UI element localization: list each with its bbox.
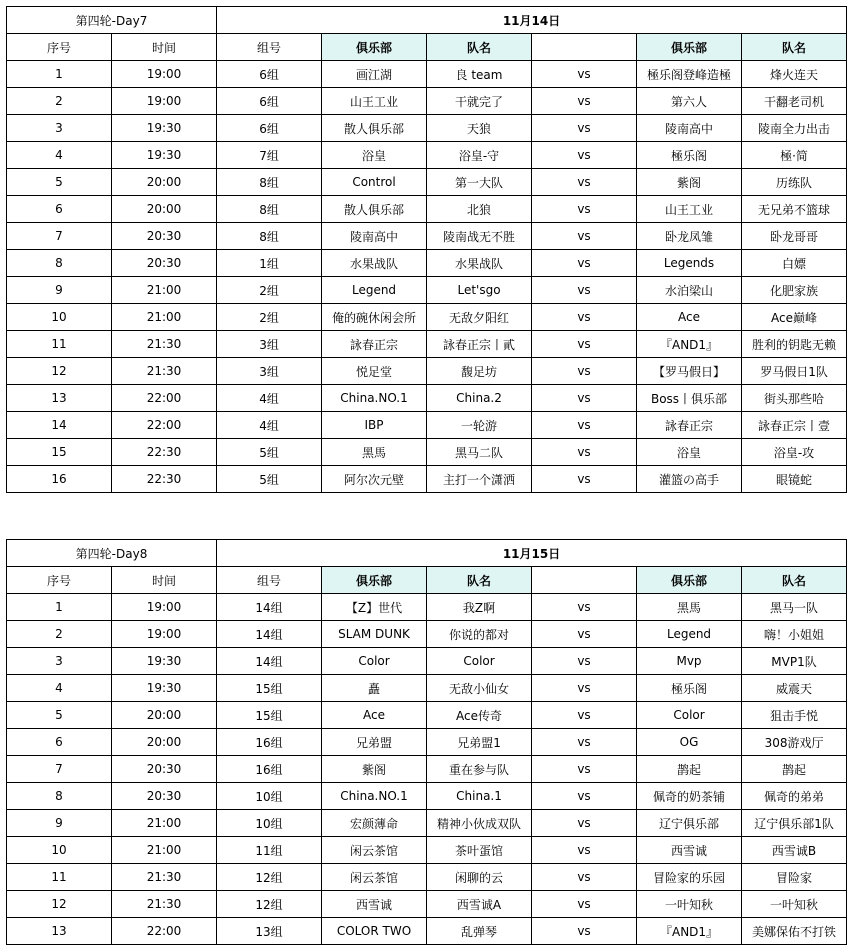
vs-label: vs — [532, 277, 637, 304]
vs-label: vs — [532, 621, 637, 648]
row-index: 4 — [7, 675, 112, 702]
match-time: 22:30 — [112, 466, 217, 493]
vs-label: vs — [532, 810, 637, 837]
vs-label: vs — [532, 115, 637, 142]
team-left: 陵南战无不胜 — [427, 223, 532, 250]
vs-label: vs — [532, 385, 637, 412]
table-row — [7, 412, 847, 439]
club-right: 黑馬 — [637, 594, 742, 621]
table-row — [7, 142, 847, 169]
match-date: 11月14日 — [217, 7, 847, 34]
club-left: 散人俱乐部 — [322, 196, 427, 223]
club-right: 西雪诚 — [637, 837, 742, 864]
table-row — [7, 837, 847, 864]
club-left: China.NO.1 — [322, 385, 427, 412]
team-left: Let'sgo — [427, 277, 532, 304]
row-index: 9 — [7, 810, 112, 837]
row-index: 2 — [7, 621, 112, 648]
match-time: 21:30 — [112, 891, 217, 918]
team-right: 罗马假日1队 — [742, 358, 847, 385]
team-right: 历练队 — [742, 169, 847, 196]
team-left: 馥足坊 — [427, 358, 532, 385]
team-right: 胜利的钥匙无赖 — [742, 331, 847, 358]
group: 8组 — [217, 196, 322, 223]
team-right: MVP1队 — [742, 648, 847, 675]
club-right: Legends — [637, 250, 742, 277]
club-left: 阿尔次元壁 — [322, 466, 427, 493]
team-left: 无敌夕阳红 — [427, 304, 532, 331]
table-row — [7, 250, 847, 277]
group: 14组 — [217, 621, 322, 648]
row-index: 15 — [7, 439, 112, 466]
vs-label: vs — [532, 439, 637, 466]
club-left: IBP — [322, 412, 427, 439]
table-row — [7, 594, 847, 621]
row-index: 7 — [7, 756, 112, 783]
team-left: 我Z啊 — [427, 594, 532, 621]
club-left: 水果战队 — [322, 250, 427, 277]
club-left: SLAM DUNK — [322, 621, 427, 648]
vs-label: vs — [532, 891, 637, 918]
club-right: 【罗马假日】 — [637, 358, 742, 385]
row-index: 4 — [7, 142, 112, 169]
club-right: 詠春正宗 — [637, 412, 742, 439]
row-index: 1 — [7, 594, 112, 621]
row-index: 2 — [7, 88, 112, 115]
header-group: 组号 — [217, 34, 322, 61]
group: 8组 — [217, 169, 322, 196]
club-right: 『AND1』 — [637, 918, 742, 945]
vs-label: vs — [532, 358, 637, 385]
club-right: 極乐阁 — [637, 142, 742, 169]
club-right: 佩奇的奶茶铺 — [637, 783, 742, 810]
match-time: 21:00 — [112, 837, 217, 864]
club-left: Legend — [322, 277, 427, 304]
table-row — [7, 729, 847, 756]
team-left: 黑马二队 — [427, 439, 532, 466]
team-right: 街头那些哈 — [742, 385, 847, 412]
team-right: 陵南全力出击 — [742, 115, 847, 142]
team-left: 乱弹琴 — [427, 918, 532, 945]
team-right: 美娜保佑不打铁 — [742, 918, 847, 945]
match-time: 20:00 — [112, 169, 217, 196]
match-time: 21:00 — [112, 277, 217, 304]
team-right: 狙击手悦 — [742, 702, 847, 729]
club-right: 冒险家的乐园 — [637, 864, 742, 891]
team-left: Color — [427, 648, 532, 675]
vs-label: vs — [532, 648, 637, 675]
match-time: 21:30 — [112, 358, 217, 385]
header-time: 时间 — [112, 34, 217, 61]
table-row — [7, 169, 847, 196]
table-row — [7, 621, 847, 648]
club-left: 兄弟盟 — [322, 729, 427, 756]
title-row — [7, 540, 847, 567]
group: 13组 — [217, 918, 322, 945]
team-left: 兄弟盟1 — [427, 729, 532, 756]
title-row — [7, 7, 847, 34]
row-index: 6 — [7, 729, 112, 756]
vs-label: vs — [532, 783, 637, 810]
vs-label: vs — [532, 837, 637, 864]
group: 5组 — [217, 439, 322, 466]
table-row — [7, 648, 847, 675]
team-left: 茶叶蛋馆 — [427, 837, 532, 864]
vs-label: vs — [532, 864, 637, 891]
table-row — [7, 331, 847, 358]
match-time: 19:30 — [112, 142, 217, 169]
table-row — [7, 864, 847, 891]
group: 6组 — [217, 115, 322, 142]
row-index: 5 — [7, 702, 112, 729]
vs-label: vs — [532, 466, 637, 493]
row-index: 9 — [7, 277, 112, 304]
row-index: 3 — [7, 648, 112, 675]
match-time: 21:00 — [112, 304, 217, 331]
vs-label: vs — [532, 412, 637, 439]
team-right: 烽火连天 — [742, 61, 847, 88]
club-left: 散人俱乐部 — [322, 115, 427, 142]
row-index: 10 — [7, 304, 112, 331]
match-time: 20:30 — [112, 783, 217, 810]
header-row — [7, 34, 847, 61]
group: 3组 — [217, 331, 322, 358]
table-row — [7, 702, 847, 729]
club-left: China.NO.1 — [322, 783, 427, 810]
row-index: 8 — [7, 783, 112, 810]
vs-label: vs — [532, 756, 637, 783]
vs-label: vs — [532, 331, 637, 358]
team-right: Ace巅峰 — [742, 304, 847, 331]
table-row — [7, 385, 847, 412]
header-team-right: 队名 — [742, 34, 847, 61]
club-left: 西雪诚 — [322, 891, 427, 918]
team-right: 嗨！小姐姐 — [742, 621, 847, 648]
club-right: 陵南高中 — [637, 115, 742, 142]
team-left: 水果战队 — [427, 250, 532, 277]
team-left: 精神小伙成双队 — [427, 810, 532, 837]
header-team-left: 队名 — [427, 34, 532, 61]
group: 14组 — [217, 594, 322, 621]
team-left: 你说的都对 — [427, 621, 532, 648]
team-left: Ace传奇 — [427, 702, 532, 729]
table-row — [7, 783, 847, 810]
club-right: Mvp — [637, 648, 742, 675]
club-right: 紫阁 — [637, 169, 742, 196]
club-right: 一叶知秋 — [637, 891, 742, 918]
club-left: 浴皇 — [322, 142, 427, 169]
team-right: 黑马一队 — [742, 594, 847, 621]
club-right: Boss丨俱乐部 — [637, 385, 742, 412]
row-index: 11 — [7, 331, 112, 358]
table-row — [7, 304, 847, 331]
team-left: 天狼 — [427, 115, 532, 142]
club-right: 極乐阁 — [637, 675, 742, 702]
team-right: 无兄弟不篮球 — [742, 196, 847, 223]
row-index: 10 — [7, 837, 112, 864]
team-right: 浴皇-攻 — [742, 439, 847, 466]
round-label: 第四轮-Day7 — [7, 7, 217, 34]
club-left: 闲云茶馆 — [322, 837, 427, 864]
header-group: 组号 — [217, 567, 322, 594]
team-left: China.2 — [427, 385, 532, 412]
match-time: 19:00 — [112, 61, 217, 88]
row-index: 13 — [7, 385, 112, 412]
club-left: 悦足堂 — [322, 358, 427, 385]
vs-label: vs — [532, 594, 637, 621]
group: 6组 — [217, 88, 322, 115]
vs-label: vs — [532, 675, 637, 702]
team-right: 干翻老司机 — [742, 88, 847, 115]
table-row — [7, 88, 847, 115]
team-left: 第一大队 — [427, 169, 532, 196]
club-left: 【Z】世代 — [322, 594, 427, 621]
group: 6组 — [217, 61, 322, 88]
row-index: 11 — [7, 864, 112, 891]
header-index: 序号 — [7, 567, 112, 594]
club-left: 紫阁 — [322, 756, 427, 783]
club-right: Legend — [637, 621, 742, 648]
vs-label: vs — [532, 304, 637, 331]
group: 3组 — [217, 358, 322, 385]
match-date: 11月15日 — [217, 540, 847, 567]
header-club-left: 俱乐部 — [322, 567, 427, 594]
team-left: 西雪诚A — [427, 891, 532, 918]
row-index: 6 — [7, 196, 112, 223]
table-row — [7, 675, 847, 702]
group: 12组 — [217, 891, 322, 918]
club-right: 鹊起 — [637, 756, 742, 783]
match-time: 20:30 — [112, 756, 217, 783]
club-left: COLOR TWO — [322, 918, 427, 945]
club-left: 闲云茶馆 — [322, 864, 427, 891]
table-row — [7, 810, 847, 837]
group: 5组 — [217, 466, 322, 493]
row-index: 8 — [7, 250, 112, 277]
club-left: Color — [322, 648, 427, 675]
vs-label: vs — [532, 702, 637, 729]
match-time: 21:30 — [112, 331, 217, 358]
header-blank — [532, 567, 637, 594]
club-left: 画江湖 — [322, 61, 427, 88]
match-time: 19:30 — [112, 675, 217, 702]
match-time: 20:00 — [112, 729, 217, 756]
vs-label: vs — [532, 729, 637, 756]
table-row — [7, 756, 847, 783]
club-left: 陵南高中 — [322, 223, 427, 250]
club-right: Color — [637, 702, 742, 729]
team-right: 辽宁俱乐部1队 — [742, 810, 847, 837]
team-left: 一轮游 — [427, 412, 532, 439]
team-left: 重在参与队 — [427, 756, 532, 783]
group: 14组 — [217, 648, 322, 675]
header-club-right: 俱乐部 — [637, 34, 742, 61]
team-right: 佩奇的弟弟 — [742, 783, 847, 810]
club-left: 矗 — [322, 675, 427, 702]
team-left: 无敌小仙女 — [427, 675, 532, 702]
club-left: 宏颜薄命 — [322, 810, 427, 837]
vs-label: vs — [532, 250, 637, 277]
team-left: 良 team — [427, 61, 532, 88]
row-index: 1 — [7, 61, 112, 88]
table-row — [7, 358, 847, 385]
club-right: 『AND1』 — [637, 331, 742, 358]
header-team-right: 队名 — [742, 567, 847, 594]
group: 2组 — [217, 277, 322, 304]
match-time: 21:30 — [112, 864, 217, 891]
match-time: 20:30 — [112, 250, 217, 277]
table-row — [7, 223, 847, 250]
schedule-table-day7 — [6, 6, 847, 493]
match-time: 22:30 — [112, 439, 217, 466]
team-right: 西雪诚B — [742, 837, 847, 864]
vs-label: vs — [532, 88, 637, 115]
table-row — [7, 277, 847, 304]
vs-label: vs — [532, 918, 637, 945]
group: 1组 — [217, 250, 322, 277]
group: 4组 — [217, 412, 322, 439]
table-row — [7, 466, 847, 493]
club-left: 山王工业 — [322, 88, 427, 115]
group: 7组 — [217, 142, 322, 169]
match-time: 22:00 — [112, 918, 217, 945]
vs-label: vs — [532, 169, 637, 196]
group: 15组 — [217, 702, 322, 729]
team-left: 北狼 — [427, 196, 532, 223]
table-row — [7, 196, 847, 223]
club-right: 辽宁俱乐部 — [637, 810, 742, 837]
team-right: 眼镜蛇 — [742, 466, 847, 493]
table-row — [7, 918, 847, 945]
match-time: 19:30 — [112, 648, 217, 675]
header-club-right: 俱乐部 — [637, 567, 742, 594]
header-team-left: 队名 — [427, 567, 532, 594]
club-left: 黑馬 — [322, 439, 427, 466]
group: 16组 — [217, 756, 322, 783]
header-index: 序号 — [7, 34, 112, 61]
club-right: OG — [637, 729, 742, 756]
club-right: 浴皇 — [637, 439, 742, 466]
group: 8组 — [217, 223, 322, 250]
row-index: 16 — [7, 466, 112, 493]
match-time: 21:00 — [112, 810, 217, 837]
row-index: 14 — [7, 412, 112, 439]
vs-label: vs — [532, 142, 637, 169]
club-left: Ace — [322, 702, 427, 729]
team-right: 卧龙哥哥 — [742, 223, 847, 250]
match-time: 22:00 — [112, 385, 217, 412]
team-right: 鹊起 — [742, 756, 847, 783]
row-index: 3 — [7, 115, 112, 142]
group: 12组 — [217, 864, 322, 891]
vs-label: vs — [532, 61, 637, 88]
team-right: 白嫖 — [742, 250, 847, 277]
club-left: Control — [322, 169, 427, 196]
table-row — [7, 439, 847, 466]
team-right: 極·简 — [742, 142, 847, 169]
club-left: 俺的碗休闲会所 — [322, 304, 427, 331]
club-right: 卧龙凤雏 — [637, 223, 742, 250]
group: 15组 — [217, 675, 322, 702]
group: 10组 — [217, 783, 322, 810]
header-row — [7, 567, 847, 594]
match-time: 19:00 — [112, 594, 217, 621]
club-right: 山王工业 — [637, 196, 742, 223]
row-index: 7 — [7, 223, 112, 250]
match-time: 20:00 — [112, 702, 217, 729]
team-left: 詠春正宗丨貳 — [427, 331, 532, 358]
club-right: 水泊梁山 — [637, 277, 742, 304]
team-right: 308游戏厅 — [742, 729, 847, 756]
header-blank — [532, 34, 637, 61]
team-right: 詠春正宗丨壹 — [742, 412, 847, 439]
table-row — [7, 891, 847, 918]
group: 2组 — [217, 304, 322, 331]
row-index: 5 — [7, 169, 112, 196]
table-row — [7, 115, 847, 142]
team-right: 化肥家族 — [742, 277, 847, 304]
team-right: 一叶知秋 — [742, 891, 847, 918]
group: 16组 — [217, 729, 322, 756]
match-time: 20:30 — [112, 223, 217, 250]
team-left: 干就完了 — [427, 88, 532, 115]
team-left: 闲聊的云 — [427, 864, 532, 891]
match-time: 20:00 — [112, 196, 217, 223]
match-time: 19:30 — [112, 115, 217, 142]
header-club-left: 俱乐部 — [322, 34, 427, 61]
team-left: China.1 — [427, 783, 532, 810]
row-index: 12 — [7, 891, 112, 918]
group: 11组 — [217, 837, 322, 864]
club-right: Ace — [637, 304, 742, 331]
vs-label: vs — [532, 223, 637, 250]
club-right: 極乐阁登峰造極 — [637, 61, 742, 88]
team-left: 主打一个潇洒 — [427, 466, 532, 493]
group: 10组 — [217, 810, 322, 837]
team-left: 浴皇-守 — [427, 142, 532, 169]
group: 4组 — [217, 385, 322, 412]
team-right: 冒险家 — [742, 864, 847, 891]
club-left: 詠春正宗 — [322, 331, 427, 358]
team-right: 威震天 — [742, 675, 847, 702]
club-right: 灌篮の高手 — [637, 466, 742, 493]
round-label: 第四轮-Day8 — [7, 540, 217, 567]
header-time: 时间 — [112, 567, 217, 594]
match-time: 19:00 — [112, 621, 217, 648]
match-time: 22:00 — [112, 412, 217, 439]
table-row — [7, 61, 847, 88]
match-time: 19:00 — [112, 88, 217, 115]
club-right: 第六人 — [637, 88, 742, 115]
row-index: 13 — [7, 918, 112, 945]
schedule-table-day8 — [6, 539, 847, 945]
vs-label: vs — [532, 196, 637, 223]
row-index: 12 — [7, 358, 112, 385]
